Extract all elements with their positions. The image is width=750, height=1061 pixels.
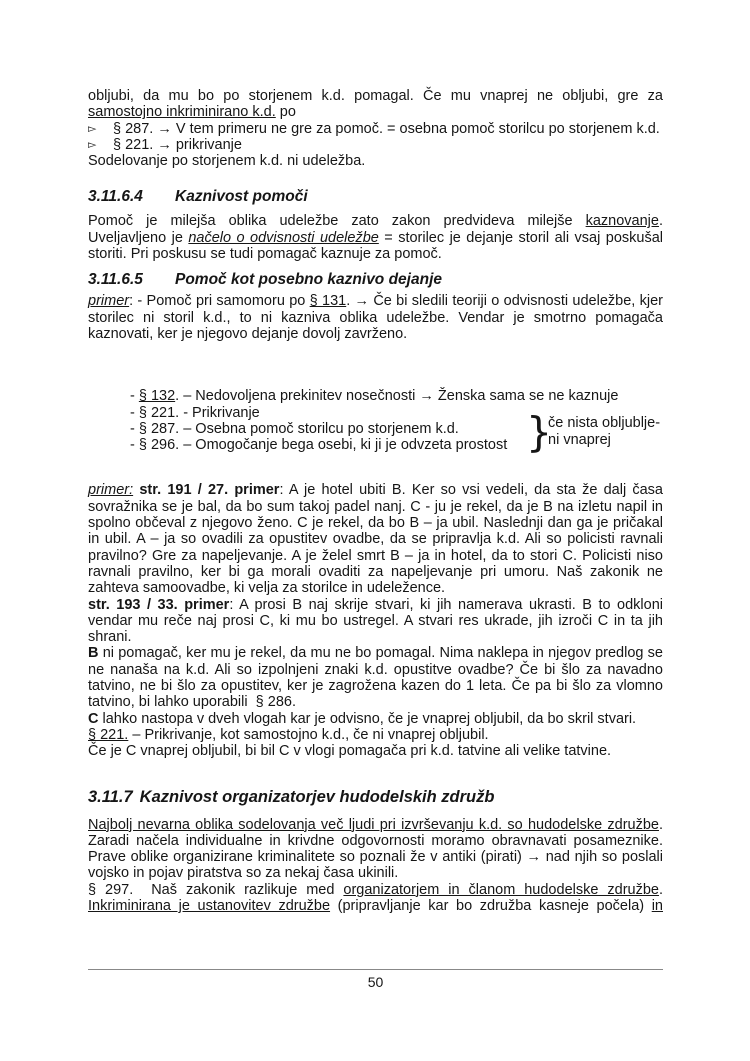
heading-number: 3.11.7 bbox=[88, 787, 133, 806]
paragraph-ce: Če je C vnaprej obljubil, bi bil C v vlogi pomagača pri k.d. tatvine ali velike tatvine. bbox=[88, 743, 612, 760]
text-run: § 296. – Omogočanje bega osebi, ki ji je odvzeta prostost bbox=[138, 437, 508, 454]
text-run: po bbox=[275, 104, 296, 121]
heading-title: Kaznivost organizatorjev hudodelskih združb bbox=[139, 787, 495, 806]
heading-number: 3.11.6.4 bbox=[88, 188, 143, 206]
annotation-line: če nista obljublje- bbox=[548, 415, 661, 432]
text-run: = storilec je dejanje storil ali vsaj poskušal storiti. Pri poskusu se tudi pomagač kaznuje za pomoč. bbox=[88, 229, 663, 263]
paragraph-297 bbox=[88, 882, 663, 915]
section-heading-3-11-6-4 bbox=[88, 188, 663, 206]
underlined-text: in bbox=[651, 897, 663, 914]
bold-text: B bbox=[88, 645, 99, 662]
bullet-list bbox=[88, 121, 663, 154]
paragraph-intro bbox=[88, 88, 663, 121]
text-run: lahko nastopa v dveh vlogah kar je odvisno, če je vnaprej obljubil, da bo skril stvari. bbox=[98, 710, 637, 727]
paragraph-primer-samomor bbox=[88, 293, 663, 342]
section-heading-3-11-6-5 bbox=[88, 271, 663, 289]
paragraph-hudodelske-zdruzbe bbox=[88, 817, 663, 882]
brace-annotation bbox=[548, 415, 660, 448]
brace-icon: } bbox=[526, 408, 553, 457]
annotation-line: ni vnaprej bbox=[548, 431, 611, 448]
text-run: Pomoč je milejša oblika udeležbe zato zakon predvideva milejše bbox=[88, 213, 586, 230]
text-run: . Zaradi načela individualne in krivdne odgovornosti moramo obravnavati posameznike. Prave oblike organizirane kriminalitete so poznali že v antiki (pirati) → nad njih so poslali vojsko in pojav piratstva so za nekaj časa ukinili. bbox=[88, 816, 663, 882]
underlined-text: § 221. bbox=[88, 726, 129, 743]
text-run: obljubi, da mu bo po storjenem k.d. pomagal. Če mu vnaprej ne obljubi, gre za bbox=[88, 88, 663, 104]
text-run: . Uveljavljeno je bbox=[88, 213, 663, 246]
heading-title: Pomoč kot posebno kaznivo dejanje bbox=[175, 271, 442, 289]
text-run: § 221. - Prikrivanje bbox=[138, 404, 260, 421]
arrowhead-bullet-icon: ▻ bbox=[88, 121, 97, 135]
arrowhead-bullet-icon: ▻ bbox=[88, 137, 97, 151]
bold-text: C bbox=[88, 710, 99, 727]
text-run: - bbox=[130, 437, 139, 454]
paragraph-note: Sodelovanje po storjenem k.d. ni udeležba. bbox=[88, 153, 366, 170]
text-run: : - Pomoč pri samomoru po bbox=[129, 293, 310, 310]
underlined-text: § 132 bbox=[138, 388, 176, 405]
paragraph-example-27 bbox=[88, 482, 663, 596]
paragraph-221 bbox=[88, 727, 663, 743]
underlined-text: organizatorjem in članom hudodelske združbe bbox=[343, 881, 659, 898]
text-run: § 287. – Osebna pomoč storilcu po storjenem k.d. bbox=[138, 420, 459, 437]
text-run: – Prikrivanje, kot samostojno k.d., če ni vnaprej obljubil. bbox=[128, 726, 489, 743]
bullet-text: § 221. → prikrivanje bbox=[113, 136, 242, 153]
italic-underlined-text: primer bbox=[88, 293, 130, 310]
paragraph-example-33 bbox=[88, 597, 663, 646]
underlined-text: § 131 bbox=[309, 293, 347, 310]
list-item bbox=[88, 388, 663, 404]
heading-title: Kaznivost pomoči bbox=[175, 188, 308, 206]
section-heading-3-11-7 bbox=[88, 787, 663, 807]
italic-underlined-text: primer: bbox=[88, 482, 134, 499]
text-run: (pripravljanje kar bo združba kasneje počela) bbox=[330, 897, 652, 914]
text-run: . – Nedovoljena prekinitev nosečnosti → Ženska sama se ne kaznuje bbox=[175, 388, 619, 405]
law-list bbox=[88, 388, 663, 457]
underlined-text: kaznovanje bbox=[585, 213, 659, 230]
bullet-text: § 287. → V tem primeru ne gre za pomoč. = osebna pomoč storilcu po storjenem k.d. bbox=[113, 120, 660, 137]
underlined-text: Inkriminirana je ustanovitev združbe bbox=[88, 897, 331, 914]
italic-underlined-text: načelo o odvisnosti udeležbe bbox=[188, 229, 379, 246]
footer-divider bbox=[88, 969, 663, 970]
text-run: - bbox=[130, 388, 139, 405]
text-run: . → Če bi sledili teoriji o odvisnosti udeležbe, kjer storilec ni storil k.d., to ni kazniva oblika udeležbe. Vendar je smotrno pomagača kaznovati, ker je njegovo dejanje dovolj zavrženo. bbox=[88, 293, 663, 342]
underlined-text: Najbolj nevarna oblika sodelovanja več ljudi pri izvrševanju k.d. so hudodelske združbe bbox=[88, 816, 659, 833]
text-run: § 297. Naš zakonik razlikuje med bbox=[88, 881, 344, 898]
text-run: . bbox=[658, 881, 663, 898]
bold-text: str. 191 / 27. primer bbox=[139, 482, 280, 499]
underlined-text: samostojno inkriminirano k.d. bbox=[88, 104, 276, 121]
list-item bbox=[88, 137, 663, 153]
page-number: 50 bbox=[367, 974, 384, 990]
text-run: - bbox=[130, 404, 139, 421]
list-item bbox=[88, 121, 663, 137]
text-run: ni pomagač, ker mu je rekel, da mu ne bo pomagal. Nima naklepa in njegov predlog se ne nanaša na k.d. Ali so izpolnjeni znaki k.d. opustitve ovadbe? Če bi šlo za navadno tatvino, ne bi šlo za opustitev, ker je zagrožena kazen do 1 leta. Če pa bi šlo za vlomno tatvino, bi lahko uporabili § 286. bbox=[88, 645, 663, 711]
text-run: : A prosi B naj skrije stvari, ki jih namerava ukrasti. B to odkloni vendar mu reče naj prosi C, ki mu bo ustregel. A stvari res ukrade, jih izroči C in ta jih shrani. bbox=[88, 596, 663, 646]
paragraph-role-b bbox=[88, 645, 663, 710]
text-run: - bbox=[130, 420, 139, 437]
text-run: : A je hotel ubiti B. Ker so vsi vedeli, da sta že dalj časa sovražnika se je bal, da bo sum takoj padel nanj. C - ju je rekel, da je B na izletu napil in spolno občeval z njegovo ženo. C je rekel, da bo B – ja ubil. Naslednji dan ga je pričakal in ubil. A – ja so ovadili za opustitev ovadbe, da se pripravlja k.d. Ali so policisti ravnali pravilno? Gre za napeljevanje. A je želel smrt B – ja in hotel, da to stori C. Policisti niso ravnali pravilno, ker bi ga morali ovaditi za napeljevanje pri umoru. Naš zakonik ne zahteva samoovadbe, ki velja za storilce in udeležence. bbox=[88, 482, 664, 597]
paragraph-role-c bbox=[88, 711, 663, 727]
bold-text: str. 193 / 33. primer bbox=[88, 596, 230, 613]
paragraph-kaznivost-pomoci bbox=[88, 213, 663, 262]
page-content bbox=[88, 88, 663, 914]
heading-number: 3.11.6.5 bbox=[88, 271, 143, 289]
